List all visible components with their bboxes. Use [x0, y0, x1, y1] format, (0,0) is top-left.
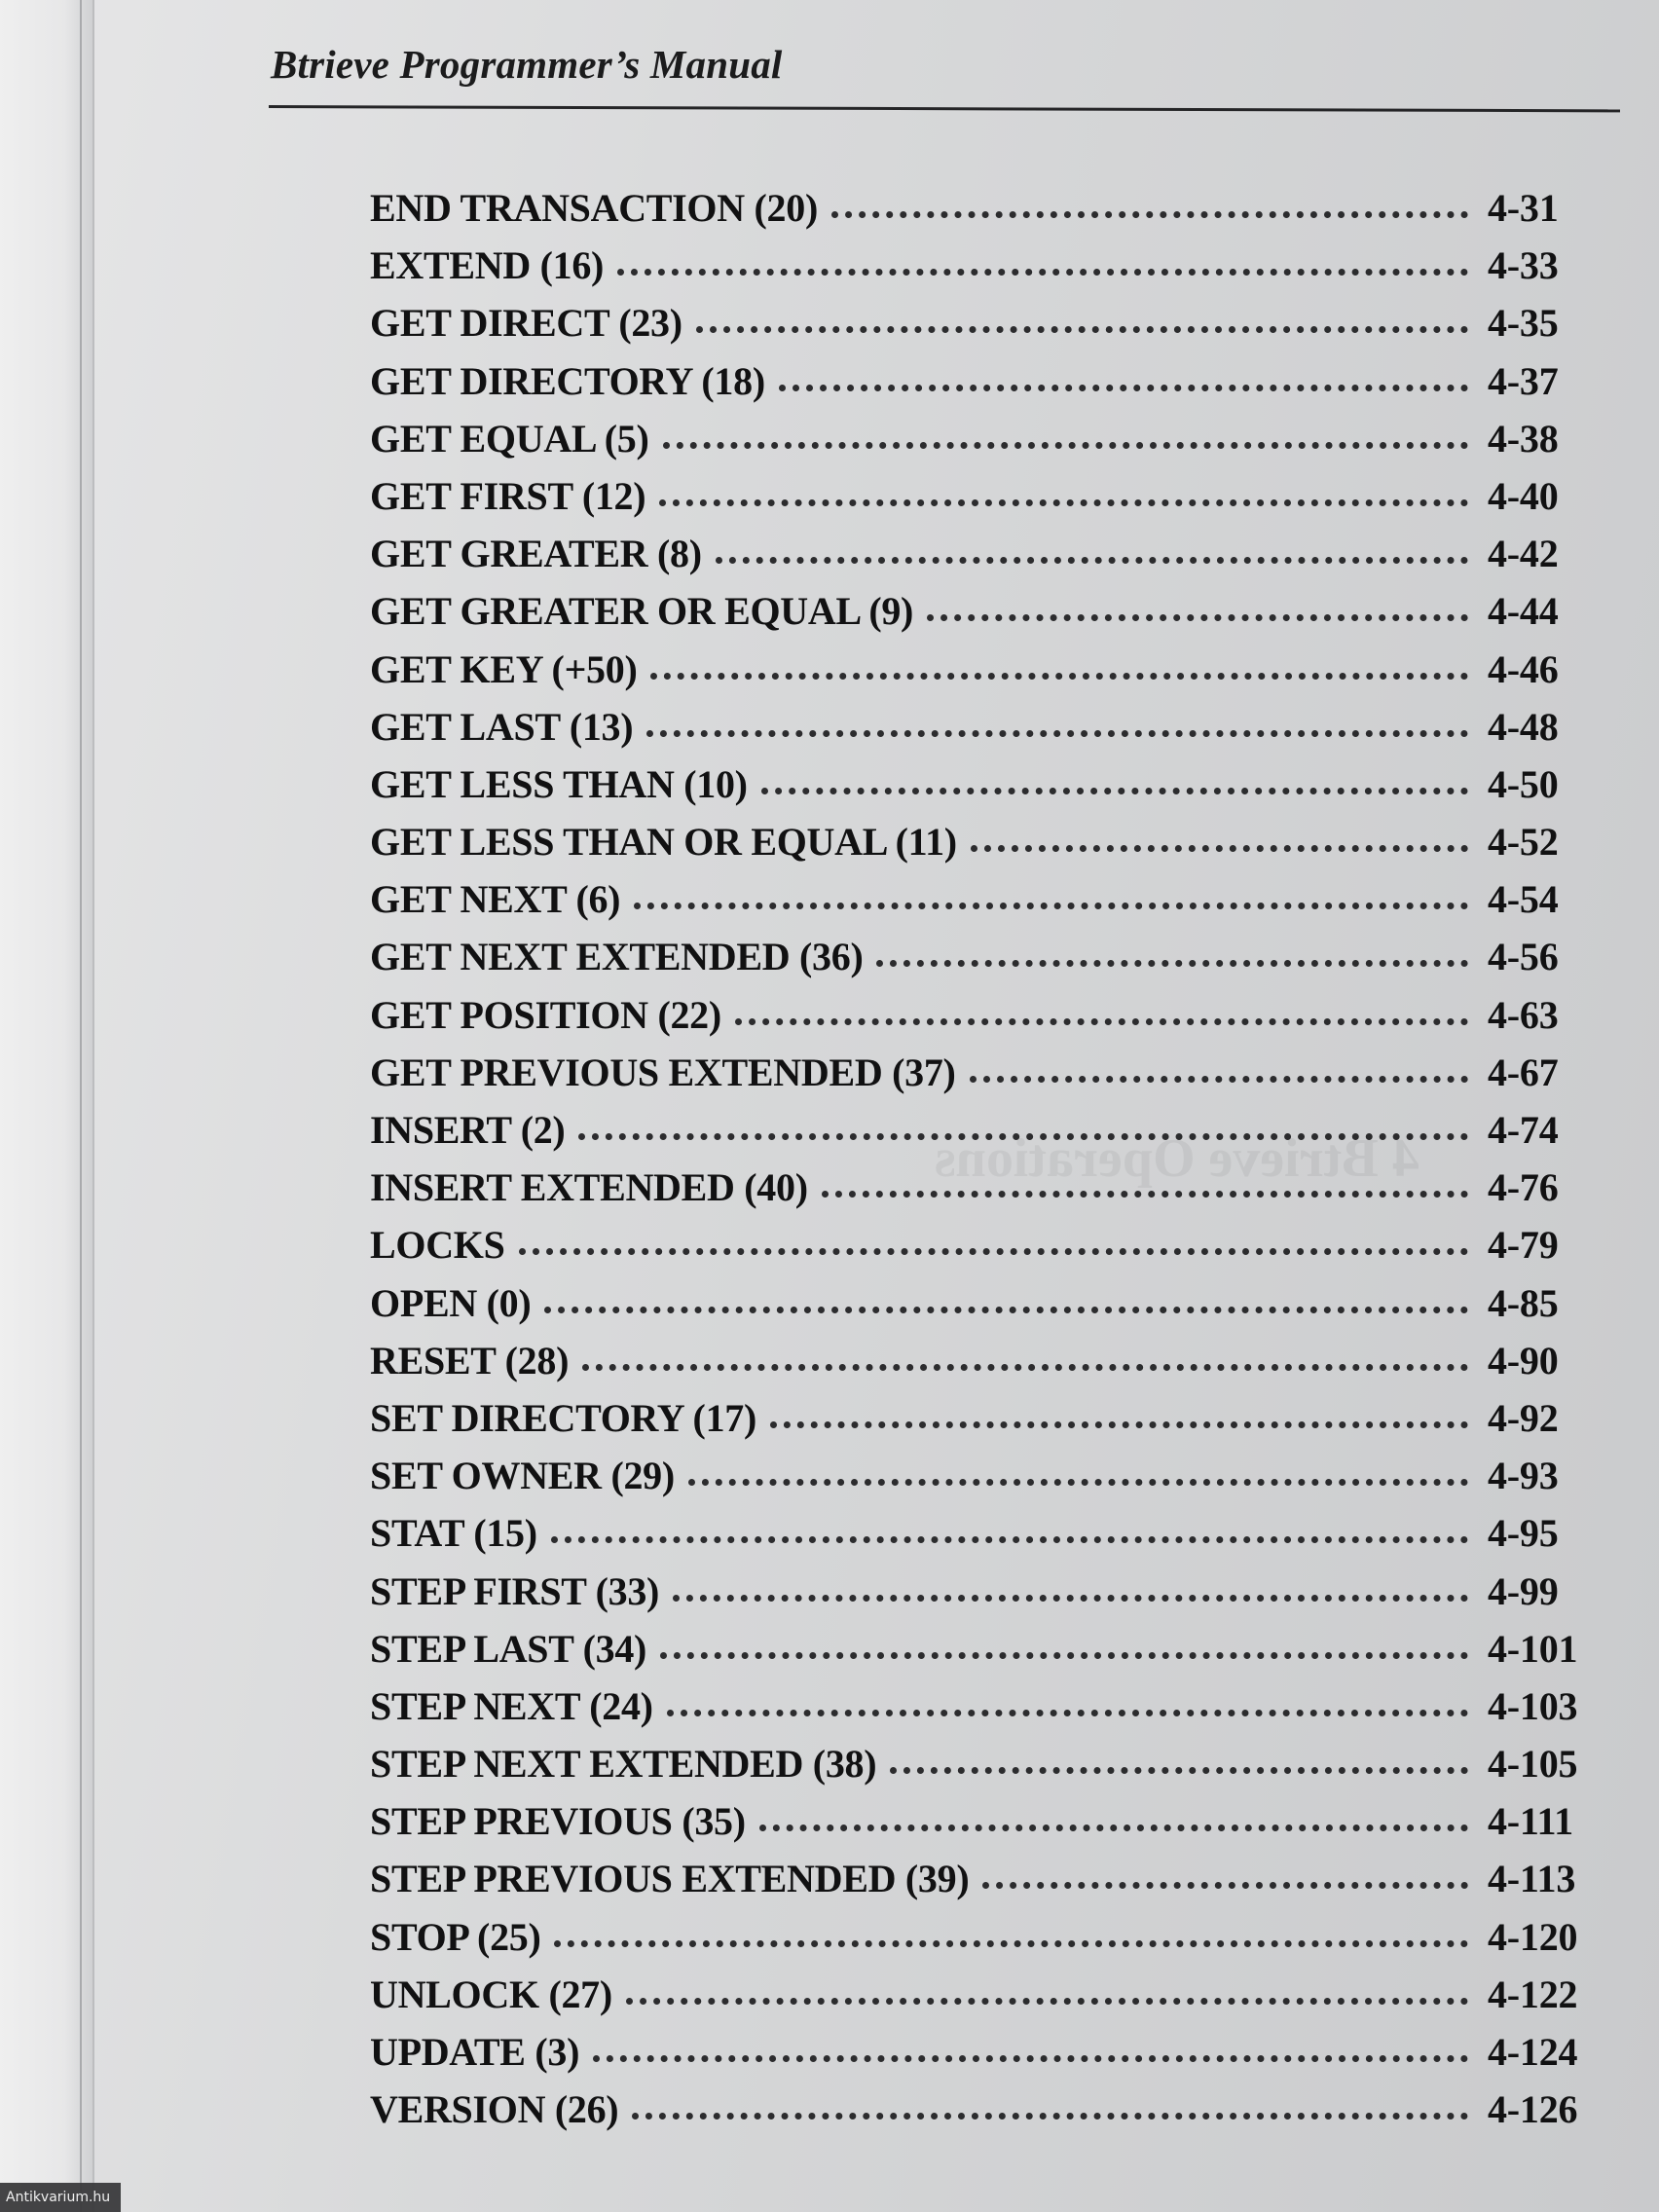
toc-entry	[370, 1620, 1597, 1677]
dot-leader	[696, 325, 1468, 333]
toc-entry-page-number: 4-111	[1488, 1799, 1573, 1844]
toc-entry	[370, 352, 1597, 410]
dot-leader	[663, 441, 1468, 449]
toc-entry-page-number: 4-31	[1488, 186, 1559, 230]
toc-entry	[370, 1850, 1597, 1907]
toc-entry-page-number: 4-48	[1488, 704, 1559, 749]
dot-leader	[779, 384, 1468, 391]
toc-entry-page-number: 4-122	[1488, 1972, 1578, 2016]
toc-entry	[370, 1908, 1597, 1966]
toc-entry-page-number: 4-76	[1488, 1165, 1559, 1210]
toc-entry-title: GET PREVIOUS EXTENDED (37)	[370, 1050, 956, 1094]
toc-entry-page-number: 4-35	[1488, 301, 1559, 346]
dot-leader	[716, 556, 1468, 564]
dot-leader	[659, 498, 1468, 506]
toc-entry-title: STEP NEXT EXTENDED (38)	[370, 1742, 877, 1787]
dot-leader	[544, 1306, 1468, 1313]
toc-entry-page-number: 4-95	[1488, 1511, 1559, 1556]
toc-entry-title: GET DIRECTORY (18)	[370, 358, 765, 403]
dot-leader	[646, 729, 1468, 737]
toc-entry	[370, 1447, 1597, 1504]
toc-entry-title: GET POSITION (22)	[370, 992, 721, 1037]
toc-entry	[370, 1101, 1597, 1159]
dot-leader	[634, 902, 1468, 909]
dot-leader	[761, 787, 1468, 794]
toc-entry-title: VERSION (26)	[370, 2087, 619, 2132]
toc-entry-title: END TRANSACTION (20)	[370, 186, 818, 230]
dot-leader	[970, 1075, 1468, 1083]
toc-entry-page-number: 4-33	[1488, 243, 1559, 288]
toc-entry	[370, 870, 1597, 928]
toc-entry	[370, 1332, 1597, 1389]
toc-entry-title: STOP (25)	[370, 1914, 541, 1959]
dot-leader	[582, 1363, 1468, 1371]
toc-entry-title: STEP NEXT (24)	[370, 1683, 653, 1728]
dot-leader	[759, 1824, 1468, 1831]
toc-entry	[370, 2081, 1597, 2138]
dot-leader	[971, 844, 1468, 852]
toc-entry-title: GET LESS THAN OR EQUAL (11)	[370, 820, 957, 865]
dot-leader	[770, 1420, 1468, 1428]
toc-entry-page-number: 4-120	[1488, 1914, 1578, 1959]
toc-entry-title: GET GREATER (8)	[370, 532, 702, 576]
toc-entry-page-number: 4-42	[1488, 532, 1559, 576]
dot-leader	[617, 268, 1468, 276]
toc-entry-title: GET NEXT EXTENDED (36)	[370, 935, 864, 979]
toc-entry	[370, 813, 1597, 870]
toc-entry	[370, 1735, 1597, 1792]
toc-entry-page-number: 4-85	[1488, 1280, 1559, 1325]
toc-entry-title: GET LESS THAN (10)	[370, 761, 748, 806]
toc-entry-page-number: 4-50	[1488, 761, 1559, 806]
dot-leader	[593, 2054, 1468, 2062]
toc-entry-page-number: 4-105	[1488, 1742, 1578, 1787]
dot-leader	[831, 210, 1468, 218]
dot-leader	[632, 2112, 1468, 2120]
dot-leader	[927, 613, 1468, 621]
toc-entry	[370, 928, 1597, 985]
toc-entry-page-number: 4-67	[1488, 1050, 1559, 1094]
toc-entry	[370, 2023, 1597, 2081]
toc-entry-title: GET GREATER OR EQUAL (9)	[370, 589, 914, 634]
dot-leader	[578, 1132, 1468, 1140]
toc-entry-page-number: 4-103	[1488, 1683, 1578, 1728]
toc-entry-title: STEP PREVIOUS (35)	[370, 1799, 746, 1844]
toc-entry	[370, 986, 1597, 1044]
toc-entry-page-number: 4-99	[1488, 1568, 1559, 1613]
toc-entry-page-number: 4-46	[1488, 646, 1559, 691]
toc-entry	[370, 1389, 1597, 1447]
toc-entry-page-number: 4-54	[1488, 877, 1559, 922]
toc-entry-page-number: 4-113	[1488, 1857, 1576, 1901]
toc-entry-title: SET DIRECTORY (17)	[370, 1395, 756, 1440]
toc-entry-page-number: 4-37	[1488, 358, 1559, 403]
dot-leader	[519, 1247, 1468, 1255]
toc-entry-title: UNLOCK (27)	[370, 1972, 612, 2016]
dot-leader	[667, 1709, 1468, 1716]
toc-entry	[370, 756, 1597, 813]
toc-entry-title: EXTEND (16)	[370, 243, 605, 288]
toc-entry-title: UPDATE (3)	[370, 2030, 580, 2074]
toc-entry-title: STEP PREVIOUS EXTENDED (39)	[370, 1857, 970, 1901]
toc-entry	[370, 525, 1597, 582]
toc-entry-page-number: 4-101	[1488, 1626, 1578, 1671]
toc-entry-title: GET FIRST (12)	[370, 473, 646, 518]
toc-entry-title: GET NEXT (6)	[370, 877, 621, 922]
dot-leader	[688, 1478, 1468, 1486]
toc-entry-title: GET EQUAL (5)	[370, 416, 649, 461]
toc-entry	[370, 1044, 1597, 1101]
toc-entry-title: SET OWNER (29)	[370, 1454, 675, 1498]
toc-entry-title: GET LAST (13)	[370, 704, 634, 749]
toc-entry-page-number: 4-92	[1488, 1395, 1559, 1440]
toc-entry-page-number: 4-90	[1488, 1338, 1559, 1382]
toc-entry-page-number: 4-44	[1488, 589, 1559, 634]
toc-entry	[370, 1966, 1597, 2023]
toc-entry-title: LOCKS	[370, 1223, 505, 1268]
toc-entry-title: GET DIRECT (23)	[370, 301, 682, 346]
table-of-contents	[370, 179, 1597, 2138]
dot-leader	[554, 1939, 1468, 1947]
toc-entry	[370, 582, 1597, 640]
toc-entry-title: STAT (15)	[370, 1511, 537, 1556]
toc-entry	[370, 410, 1597, 467]
binding-fold-line	[80, 0, 82, 2212]
toc-entry	[370, 1677, 1597, 1735]
toc-entry-title: STEP LAST (34)	[370, 1626, 647, 1671]
toc-entry-page-number: 4-52	[1488, 820, 1559, 865]
toc-entry-title: GET KEY (+50)	[370, 646, 638, 691]
dot-leader	[551, 1535, 1468, 1543]
toc-entry	[370, 1216, 1597, 1273]
toc-entry-title: RESET (28)	[370, 1338, 570, 1382]
dot-leader	[890, 1766, 1468, 1774]
toc-entry	[370, 179, 1597, 237]
toc-entry-page-number: 4-56	[1488, 935, 1559, 979]
dot-leader	[626, 1997, 1468, 2005]
toc-entry-page-number: 4-93	[1488, 1454, 1559, 1498]
toc-entry-title: INSERT (2)	[370, 1108, 566, 1152]
toc-entry-page-number: 4-63	[1488, 992, 1559, 1037]
toc-entry	[370, 1159, 1597, 1216]
toc-entry	[370, 1504, 1597, 1562]
toc-entry-title: STEP FIRST (33)	[370, 1568, 660, 1613]
toc-entry-title: OPEN (0)	[370, 1280, 532, 1325]
toc-entry	[370, 698, 1597, 756]
toc-entry	[370, 1792, 1597, 1850]
header-rule	[269, 105, 1620, 112]
toc-entry-page-number: 4-79	[1488, 1223, 1559, 1268]
watermark: Antikvarium.hu	[0, 2183, 121, 2212]
dot-leader	[735, 1017, 1468, 1025]
toc-entry-title: INSERT EXTENDED (40)	[370, 1165, 808, 1210]
toc-entry	[370, 237, 1597, 294]
dot-leader	[650, 672, 1468, 680]
toc-entry-page-number: 4-38	[1488, 416, 1559, 461]
toc-entry	[370, 1563, 1597, 1620]
dot-leader	[822, 1190, 1468, 1198]
toc-entry	[370, 1274, 1597, 1332]
dot-leader	[660, 1651, 1468, 1659]
dot-leader	[876, 959, 1468, 967]
toc-entry-page-number: 4-74	[1488, 1108, 1559, 1152]
dot-leader	[982, 1881, 1468, 1889]
bleed-through-heading: 4 Btrieve Operations	[935, 1128, 1419, 1189]
toc-entry-page-number: 4-124	[1488, 2030, 1578, 2074]
running-head: Btrieve Programmer’s Manual	[271, 42, 783, 87]
toc-entry	[370, 467, 1597, 525]
toc-entry-page-number: 4-126	[1488, 2087, 1578, 2132]
toc-entry	[370, 641, 1597, 698]
dot-leader	[673, 1594, 1468, 1602]
toc-entry-page-number: 4-40	[1488, 473, 1559, 518]
toc-entry	[370, 294, 1597, 351]
